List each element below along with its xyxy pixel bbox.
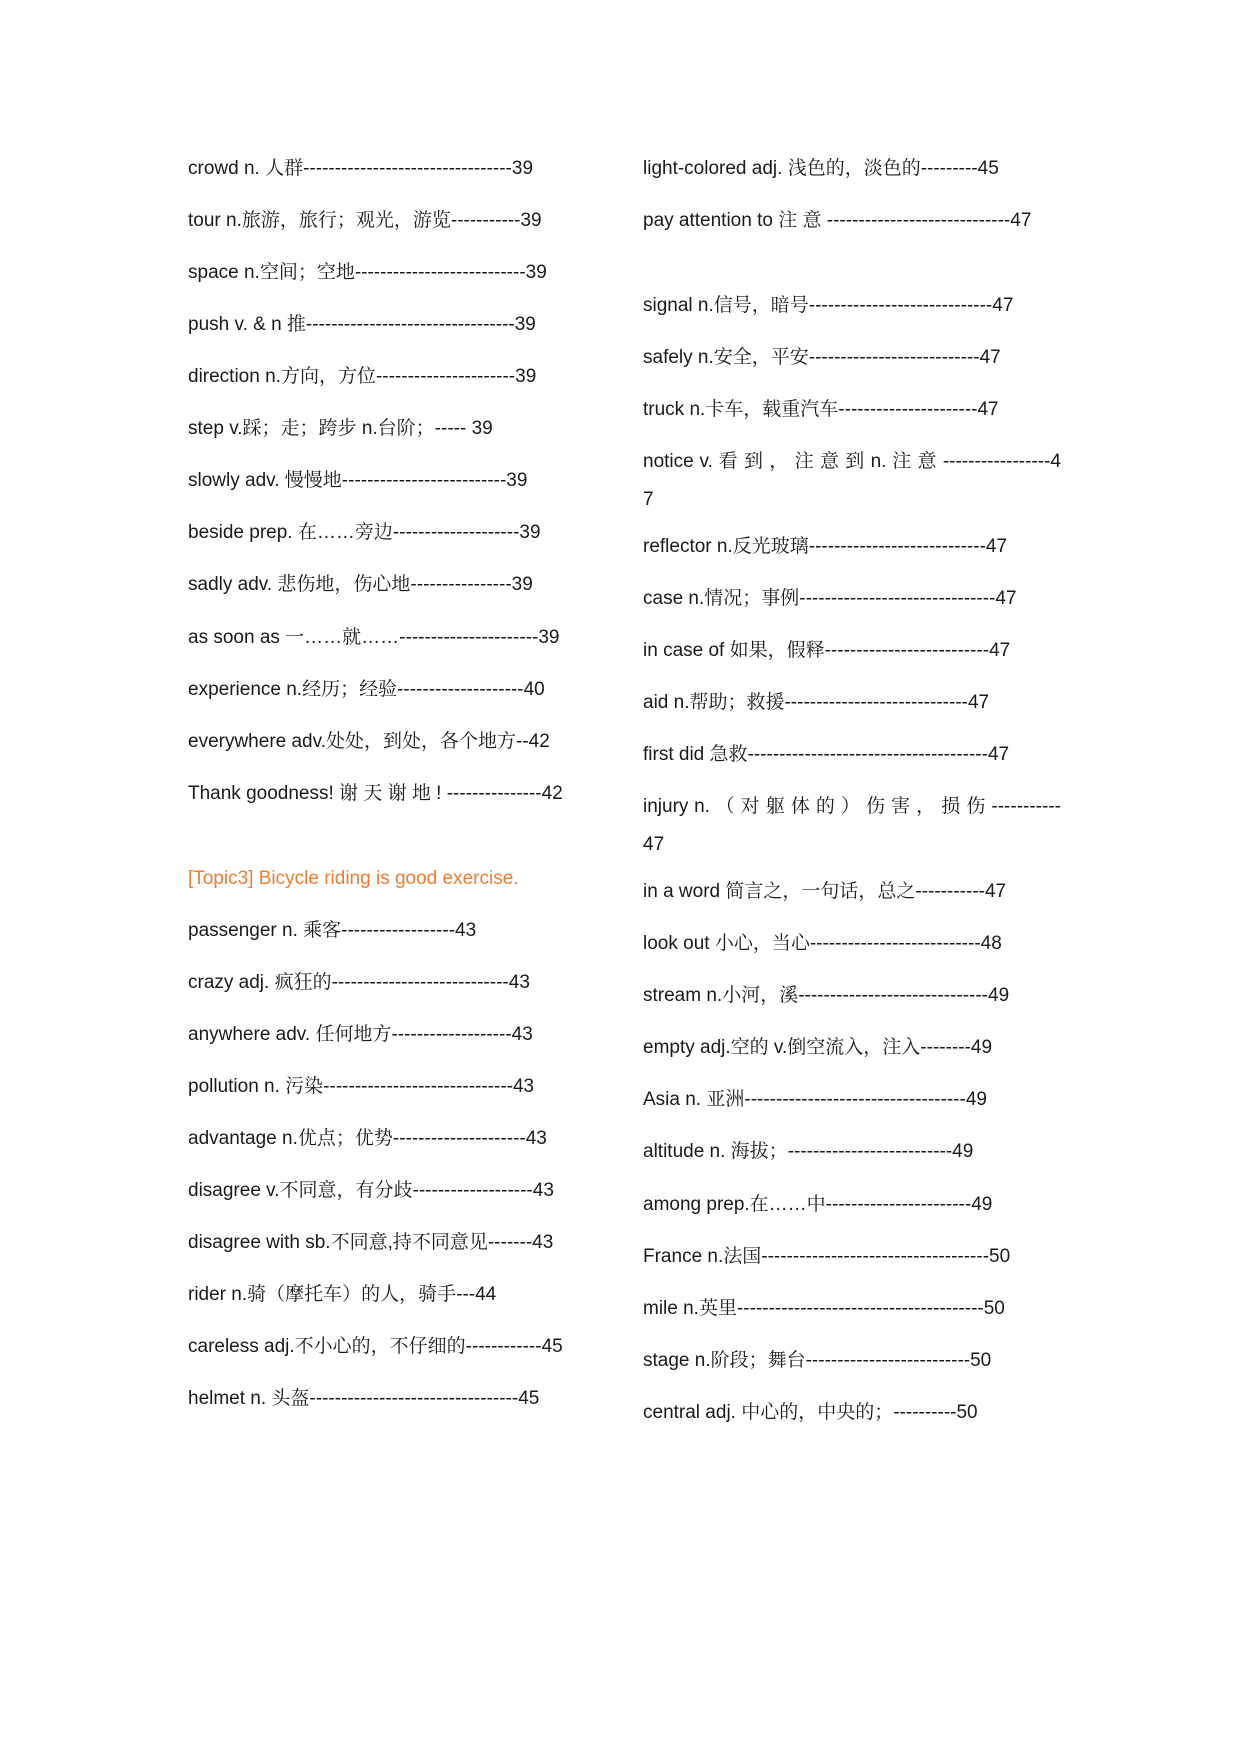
vocab-entry: central adj. 中心的，中央的；----------50 <box>643 1402 978 1423</box>
vocab-entry: empty adj.空的 v.倒空流入，注入--------49 <box>643 1037 993 1058</box>
vocab-entry: everywhere adv.处处，到处，各个地方--42 <box>188 731 550 752</box>
vocab-entry: passenger n. 乘客------------------43 <box>188 920 477 941</box>
vocab-entry: in a word 简言之，一句话，总之-----------47 <box>643 881 1007 902</box>
vocab-entry: stage n.阶段；舞台--------------------------50 <box>643 1350 992 1371</box>
vocab-entry: anywhere adv. 任何地方-------------------43 <box>188 1024 533 1045</box>
vocab-entry: light-colored adj. 浅色的，淡色的---------45 <box>643 158 999 179</box>
vocab-entry: beside prep. 在……旁边--------------------39 <box>188 522 541 543</box>
vocab-entry: slowly adv. 慢慢地--------------------------39 <box>188 470 528 491</box>
vocab-entry: helmet n. 头盔---------------------------------45 <box>188 1388 540 1409</box>
vocab-entry: in case of 如果，假释--------------------------47 <box>643 640 1011 661</box>
vocab-entry: space n.空间；空地---------------------------39 <box>188 262 547 283</box>
vocab-entry: truck n.卡车，载重汽车----------------------47 <box>643 399 999 420</box>
vocab-entry: mile n.英里---------------------------------------50 <box>643 1298 1005 1319</box>
vocab-entry: pollution n. 污染------------------------------43 <box>188 1076 535 1097</box>
vocab-entry: experience n.经历；经验--------------------40 <box>188 679 545 700</box>
vocab-entry: careless adj.不小心的，不仔细的------------45 <box>188 1336 563 1357</box>
vocab-entry: Thank goodness! 谢 天 谢 地 ! ---------------42 <box>188 783 563 804</box>
vocab-entry: altitude n. 海拔；--------------------------49 <box>643 1141 974 1162</box>
vocab-entry: crazy adj. 疯狂的----------------------------43 <box>188 972 530 993</box>
section-heading: [Topic3] Bicycle riding is good exercise. <box>188 868 519 889</box>
vocab-entry: pay attention to 注 意 -----------------------------47 <box>643 210 1032 231</box>
vocab-entry: first did 急救--------------------------------------47 <box>643 744 1010 765</box>
vocab-entry: push v. & n 推---------------------------------39 <box>188 314 536 335</box>
vocab-entry: France n.法国------------------------------------50 <box>643 1246 1011 1267</box>
vocab-entry: reflector n.反光玻璃----------------------------47 <box>643 536 1008 557</box>
vocab-entry: case n.情况；事例-------------------------------47 <box>643 588 1017 609</box>
vocab-entry: sadly adv. 悲伤地，伤心地----------------39 <box>188 574 533 595</box>
vocab-entry: look out 小心，当心---------------------------48 <box>643 933 1002 954</box>
vocab-entry: rider n.骑（摩托车）的人，骑手---44 <box>188 1284 497 1305</box>
vocab-entry: aid n.帮助；救援-----------------------------47 <box>643 692 990 713</box>
vocab-entry: advantage n.优点；优势---------------------43 <box>188 1128 547 1149</box>
vocab-entry: disagree with sb.不同意,持不同意见-------43 <box>188 1232 554 1253</box>
vocab-entry: safely n.安全，平安---------------------------47 <box>643 347 1001 368</box>
vocab-entry: disagree v.不同意，有分歧-------------------43 <box>188 1180 554 1201</box>
vocab-entry: Asia n. 亚洲-----------------------------------49 <box>643 1089 987 1110</box>
vocab-entry: injury n. （ 对 躯 体 的 ） 伤 害 ， 损 伤 -----------47 <box>643 796 1061 855</box>
vocab-entry: step v.踩；走；跨步 n.台阶；----- 39 <box>188 418 493 439</box>
vocab-entry: direction n.方向，方位----------------------39 <box>188 366 537 387</box>
vocab-entry: as soon as 一……就……----------------------39 <box>188 627 560 648</box>
vocab-entry: signal n.信号，暗号-----------------------------47 <box>643 295 1014 316</box>
vocab-entry: notice v. 看 到 ， 注 意 到 n. 注 意 -----------------47 <box>643 451 1061 510</box>
vocab-entry: among prep.在……中-----------------------49 <box>643 1194 993 1215</box>
vocab-entry: stream n.小河，溪------------------------------49 <box>643 985 1010 1006</box>
vocab-entry: crowd n. 人群---------------------------------39 <box>188 158 534 179</box>
vocab-entry: tour n.旅游，旅行；观光，游览-----------39 <box>188 210 542 231</box>
